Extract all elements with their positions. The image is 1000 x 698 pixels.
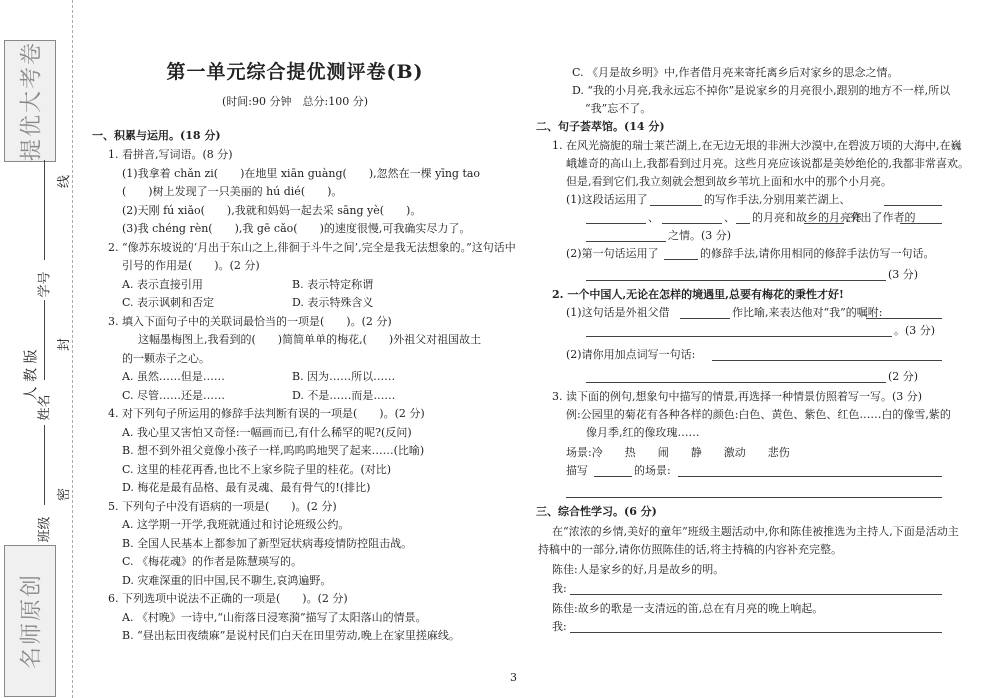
question-stem: 3. 填入下面句子中的关联词最恰当的一项是( )。(2 分) bbox=[108, 315, 392, 328]
choice-option[interactable]: D. 表示特殊含义 bbox=[292, 296, 374, 309]
choice-option[interactable]: A. 《村晚》一诗中,“山衔落日浸寒漪”描写了太阳落山的情景。 bbox=[122, 611, 427, 624]
answer-line[interactable] bbox=[586, 336, 892, 337]
answer-blank[interactable] bbox=[650, 205, 702, 206]
question-text: 、 bbox=[648, 211, 659, 224]
bottom-logo-text: 名师原创 bbox=[19, 572, 45, 670]
page-number: 3 bbox=[510, 671, 517, 684]
question-text: 的写作手法,分别用莱芒湖上、 bbox=[704, 193, 851, 206]
choice-option[interactable]: D. 不是……而是…… bbox=[292, 389, 396, 402]
answer-blank[interactable] bbox=[866, 318, 942, 319]
section-heading: 一、积累与运用。(18 分) bbox=[92, 129, 221, 142]
exam-info: (时间:90 分钟 总分:100 分) bbox=[222, 95, 368, 108]
page-title: 第一单元综合提优测评卷(B) bbox=[166, 61, 424, 83]
choice-option[interactable]: D. 灾难深重的旧中国,民不聊生,哀鸿遍野。 bbox=[122, 574, 332, 587]
choice-option[interactable]: B. 因为……所以…… bbox=[292, 370, 396, 383]
top-logo bbox=[4, 40, 56, 162]
question-text: 的场景: bbox=[634, 464, 671, 477]
question-text: (1)这段话运用了 bbox=[566, 193, 648, 206]
question-text: ,突出了作者的 bbox=[846, 211, 916, 224]
question-text: 的一颗赤子之心。 bbox=[122, 352, 210, 365]
question-stem: 4. 对下列句子所运用的修辞手法判断有误的一项是( )。(2 分) bbox=[108, 407, 425, 420]
question-text: ( )树上发现了一只美丽的 hú dié( )。 bbox=[122, 185, 343, 198]
question-text: 的修辞手法,请你用相同的修辞手法仿写一句话。 bbox=[700, 247, 935, 260]
question-text: 、 bbox=[724, 211, 735, 224]
section-heading: 二、句子荟萃馆。(14 分) bbox=[536, 120, 665, 133]
choice-option[interactable]: D. “我的小月亮,我永远忘不掉你”是说家乡的月亮很小,跟别的地方不一样,所以 bbox=[572, 84, 951, 97]
close-mark: 密 bbox=[57, 487, 73, 502]
choice-option[interactable]: A. 我心里又害怕又奇怪:一幅画而已,有什么稀罕的呢?(反问) bbox=[122, 426, 412, 439]
passage-text: 峨雄奇的高山上,我都看到过月亮。这些月亮应该说都是美妙绝伦的,我都非常喜欢。 bbox=[566, 157, 969, 170]
example-text: 像月季,红的像玫瑰…… bbox=[586, 426, 700, 439]
passage-text: 但是,看到它们,我立刻就会想到故乡苇坑上面和水中的那个小月亮。 bbox=[566, 175, 892, 188]
question-text: 作比喻,来表达他对“我”的嘱咐: bbox=[732, 306, 883, 319]
answer-blank[interactable] bbox=[664, 259, 698, 260]
cut-line bbox=[72, 0, 73, 698]
answer-blank[interactable] bbox=[594, 476, 632, 477]
question-stem: 2. “像苏东坡说的‘月出于东山之上,徘徊于斗牛之间’,完全是我无法想象的。”这句话中 bbox=[108, 241, 516, 254]
question-text: 引号的作用是( )。(2 分) bbox=[122, 259, 260, 272]
score-label: 。(3 分) bbox=[894, 324, 936, 337]
line-mark: 线 bbox=[57, 174, 73, 189]
answer-line[interactable] bbox=[570, 594, 942, 595]
question-text: (2)请你用加点词写一句话: bbox=[566, 348, 696, 361]
name-field[interactable] bbox=[44, 300, 45, 380]
question-stem: 3. 读下面的例句,想象句中描写的情景,再选择一种情景仿照着写一写。(3 分) bbox=[552, 390, 923, 403]
answer-line[interactable] bbox=[678, 476, 942, 477]
choice-option-cont: “我”忘不了。 bbox=[585, 102, 652, 115]
answer-line[interactable] bbox=[586, 280, 886, 281]
seal-mark: 封 bbox=[57, 337, 73, 352]
dialogue-label: 我: bbox=[552, 620, 567, 633]
answer-blank[interactable] bbox=[586, 241, 666, 242]
example-text: 例:公园里的菊花有各种各样的颜色:白色、黄色、紫色、红色……白的像雪,紫的 bbox=[566, 408, 951, 421]
choice-option[interactable]: B. 表示特定称谓 bbox=[292, 278, 374, 291]
choice-option[interactable]: A. 这学期一开学,我班就通过和讨论班级公约。 bbox=[122, 518, 350, 531]
choice-option[interactable]: D. 梅花是最有品格、最有灵魂、最有骨气的!(排比) bbox=[122, 481, 371, 494]
choice-option[interactable]: C. 这里的桂花再香,也比不上家乡院子里的桂花。(对比) bbox=[122, 463, 392, 476]
answer-line[interactable] bbox=[586, 382, 886, 383]
question-stem: 1. 看拼音,写词语。(8 分) bbox=[108, 148, 233, 161]
question-text: (1)这句话是外祖父借 bbox=[566, 306, 670, 319]
choice-option[interactable]: A. 虽然……但是…… bbox=[122, 370, 225, 383]
question-stem: 5. 下列句子中没有语病的一项是( )。(2 分) bbox=[108, 500, 337, 513]
score-label: (3 分) bbox=[888, 268, 919, 281]
scene-options: 场景:冷 热 闹 静 激动 悲伤 bbox=[566, 446, 790, 459]
question-text: 之情。(3 分) bbox=[668, 229, 732, 242]
answer-blank[interactable] bbox=[586, 223, 646, 224]
dialogue-label: 我: bbox=[552, 582, 567, 595]
answer-blank[interactable] bbox=[884, 205, 942, 206]
section-heading: 三、综合性学习。(6 分) bbox=[536, 505, 657, 518]
answer-blank[interactable] bbox=[680, 318, 730, 319]
class-label: 班级 bbox=[37, 516, 53, 543]
answer-blank[interactable] bbox=[900, 223, 942, 224]
question-text: 这幅墨梅图上,我看到的( )简简单单的梅花,( )外祖父对祖国故土 bbox=[138, 333, 482, 346]
answer-blank[interactable] bbox=[662, 223, 722, 224]
answer-blank[interactable] bbox=[804, 223, 844, 224]
score-label: (2 分) bbox=[888, 370, 919, 383]
top-logo-text: 提优大考卷 bbox=[19, 40, 45, 162]
dialogue-line: 陈佳:人是家乡的好,月是故乡的明。 bbox=[552, 563, 725, 576]
answer-blank[interactable] bbox=[736, 223, 750, 224]
question-text: 的月亮和故乡的月亮作 bbox=[752, 211, 862, 224]
choice-option[interactable]: C. 表示讽刺和否定 bbox=[122, 296, 215, 309]
question-text: (2)第一句话运用了 bbox=[566, 247, 659, 260]
answer-line[interactable] bbox=[570, 632, 942, 633]
question-text: 描写 bbox=[566, 464, 588, 477]
question-text: (3)我 chéng rèn( ),我 gē cǎo( )的速度很慢,可我确实尽力了。 bbox=[122, 222, 471, 235]
question-stem: 2. 一个中国人,无论在怎样的境遇里,总要有梅花的秉性才好! bbox=[552, 288, 844, 301]
choice-option[interactable]: B. “昼出耘田夜绩麻”是说村民们白天在田里劳动,晚上在家里搓麻线。 bbox=[122, 629, 460, 642]
question-stem: 6. 下列选项中说法不正确的一项是( )。(2 分) bbox=[108, 592, 348, 605]
dialogue-line: 陈佳:故乡的歌是一支清远的笛,总在有月亮的晚上响起。 bbox=[552, 602, 824, 615]
bottom-logo bbox=[4, 545, 56, 697]
answer-blank[interactable] bbox=[712, 360, 942, 361]
choice-option[interactable]: A. 表示直接引用 bbox=[122, 278, 203, 291]
class-field[interactable] bbox=[44, 425, 45, 505]
student-no-field[interactable] bbox=[44, 160, 45, 260]
binding-sidebar bbox=[0, 0, 72, 698]
choice-option[interactable]: C. 《月是故乡明》中,作者借月亮来寄托离乡后对家乡的思念之情。 bbox=[572, 66, 899, 79]
choice-option[interactable]: C. 尽管……还是…… bbox=[122, 389, 226, 402]
passage-text: 1. 在风光旖旎的瑞士莱芒湖上,在无边无垠的非洲大沙漠中,在碧波万顷的大海中,在巍 bbox=[552, 139, 962, 152]
passage-text: 在“浓浓的乡情,美好的童年”班级主题活动中,你和陈佳被推选为主持人,下面是活动主 bbox=[552, 525, 959, 538]
name-label: 姓名 bbox=[37, 394, 53, 421]
passage-text: 持稿中的一部分,请你仿照陈佳的话,将主持稿的内容补充完整。 bbox=[538, 543, 842, 556]
student-no-label: 学号 bbox=[37, 271, 53, 298]
choice-option[interactable]: B. 想不到外祖父竟像小孩子一样,呜呜呜地哭了起来……(比喻) bbox=[122, 444, 425, 457]
choice-option[interactable]: C. 《梅花魂》的作者是陈慧瑛写的。 bbox=[122, 555, 303, 568]
choice-option[interactable]: B. 全国人民基本上都参加了新型冠状病毒疫情防控阻击战。 bbox=[122, 537, 413, 550]
question-text: (1)我拿着 chǎn zi( )在地里 xiān guàng( ),忽然在一棵 yīng tao bbox=[122, 167, 481, 180]
answer-line[interactable] bbox=[566, 497, 942, 498]
edition-label: 人 教 版 bbox=[23, 349, 40, 401]
question-text: (2)天刚 fú xiǎo( ),我就和妈妈一起去采 sāng yè( )。 bbox=[122, 204, 422, 217]
